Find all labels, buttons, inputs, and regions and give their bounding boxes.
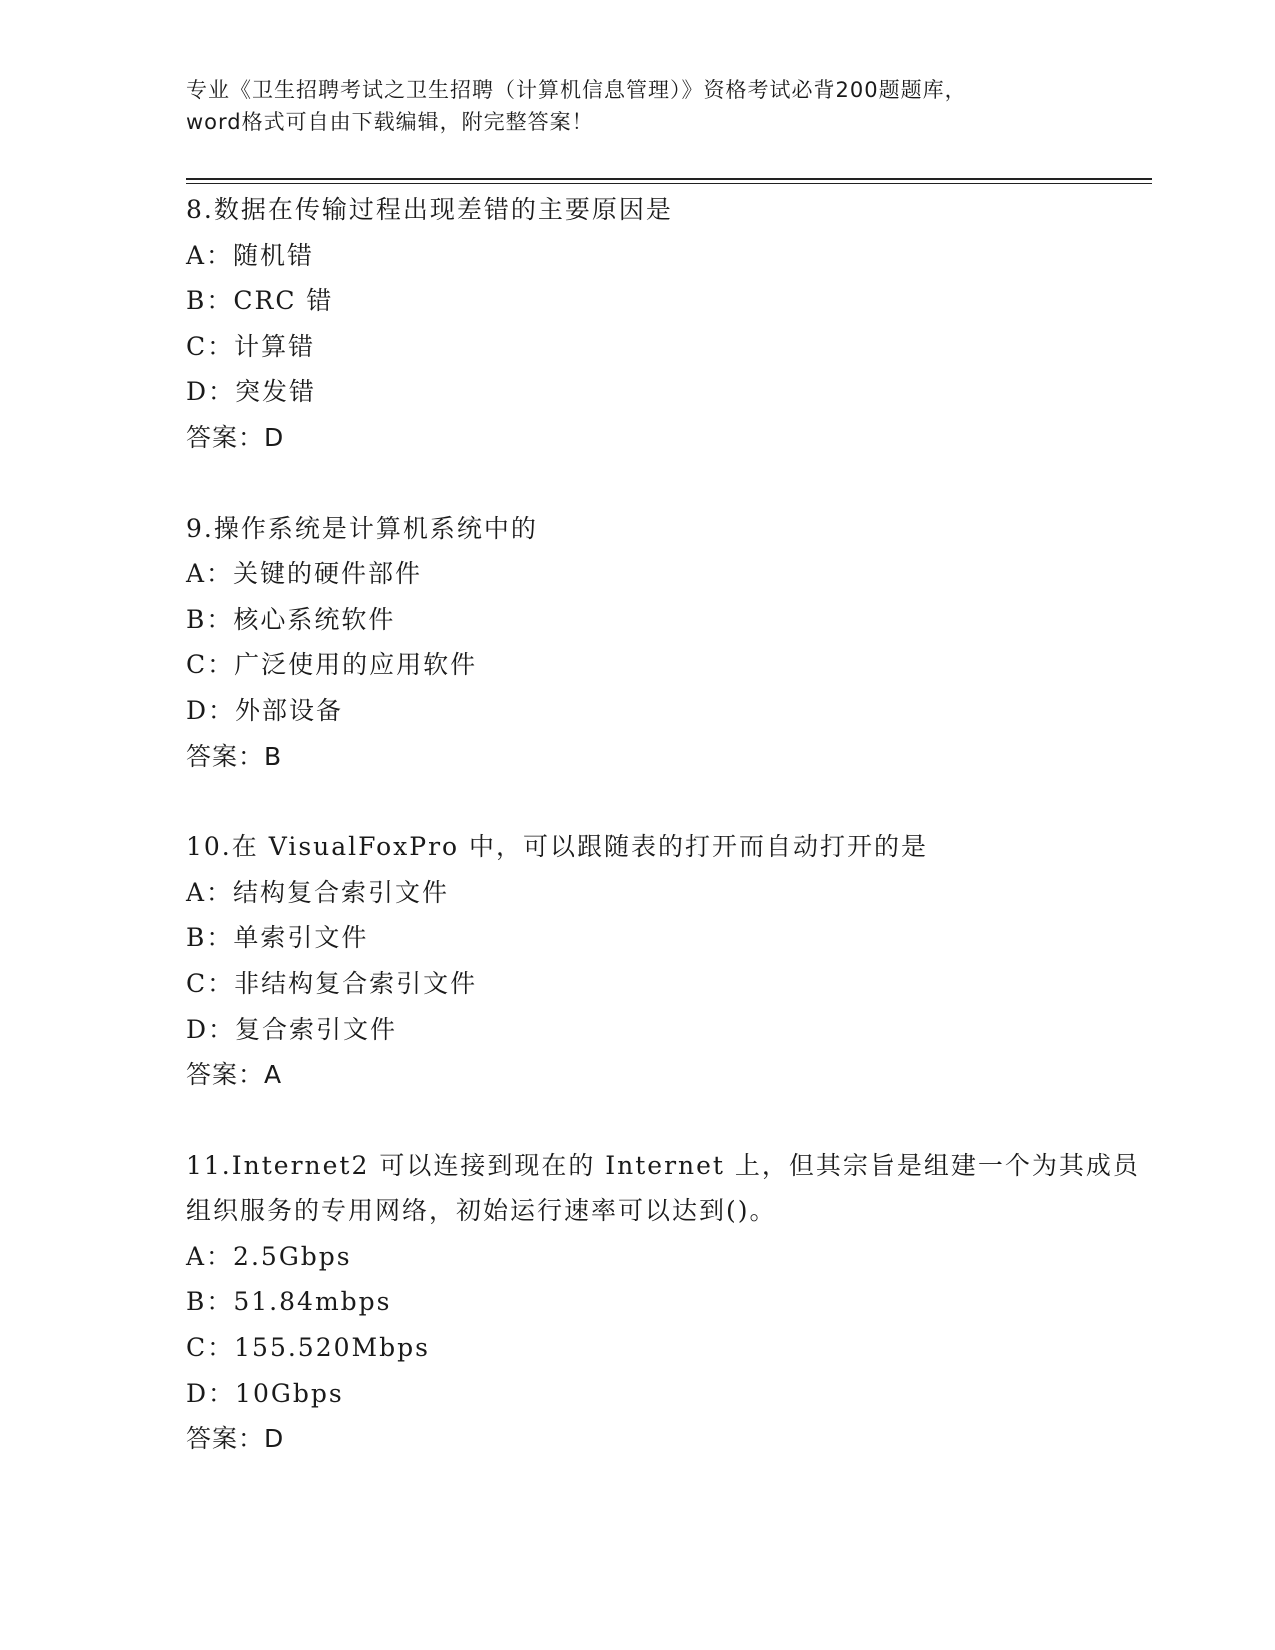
question-11: [186, 1143, 1146, 1462]
answer-label: 答案：A: [186, 1060, 283, 1090]
document-header: [186, 74, 1086, 138]
question-stem: 10.在 VisualFoxPro 中，可以跟随表的打开而自动打开的是: [186, 832, 929, 862]
question-stem: 8.数据在传输过程出现差错的主要原因是: [186, 195, 673, 224]
option-d: D：外部设备: [186, 695, 344, 725]
question-list: [186, 187, 1146, 1507]
option-d: D：突发错: [186, 377, 317, 407]
option-b: B：核心系统软件: [186, 604, 396, 634]
question-8: [186, 187, 1146, 461]
option-b: B：单索引文件: [186, 923, 369, 953]
answer-label: 答案：D: [186, 422, 285, 452]
option-c: C：计算错: [186, 331, 316, 361]
option-c: C：广泛使用的应用软件: [186, 650, 478, 680]
question-stem: 9.操作系统是计算机系统中的: [186, 513, 538, 543]
option-d: D：复合索引文件: [186, 1014, 398, 1044]
answer-label: 答案：B: [186, 741, 283, 771]
question-9: [186, 506, 1146, 780]
header-divider-thin: [186, 183, 1152, 184]
header-line-2: word格式可自由下载编辑，附完整答案！: [186, 110, 594, 134]
option-a: A：随机错: [186, 240, 315, 270]
option-c: C：155.520Mbps: [186, 1333, 430, 1363]
option-a: A：2.5Gbps: [186, 1241, 352, 1271]
header-divider-thick: [186, 178, 1152, 180]
question-10: [186, 824, 1146, 1098]
answer-label: 答案：D: [186, 1424, 285, 1454]
option-a: A：结构复合索引文件: [186, 877, 450, 907]
question-stem: 11.Internet2 可以连接到现在的 Internet 上，但其宗旨是组建一个为其成员组织服务的专用网络，初始运行速率可以达到()。: [186, 1150, 1140, 1226]
option-d: D：10Gbps: [186, 1378, 344, 1408]
option-c: C：非结构复合索引文件: [186, 968, 478, 998]
option-b: B：CRC 错: [186, 286, 334, 316]
option-b: B：51.84mbps: [186, 1287, 392, 1317]
option-a: A：关键的硬件部件: [186, 559, 423, 589]
header-line-1: 专业《卫生招聘考试之卫生招聘（计算机信息管理）》资格考试必背200题题库，: [186, 78, 967, 102]
